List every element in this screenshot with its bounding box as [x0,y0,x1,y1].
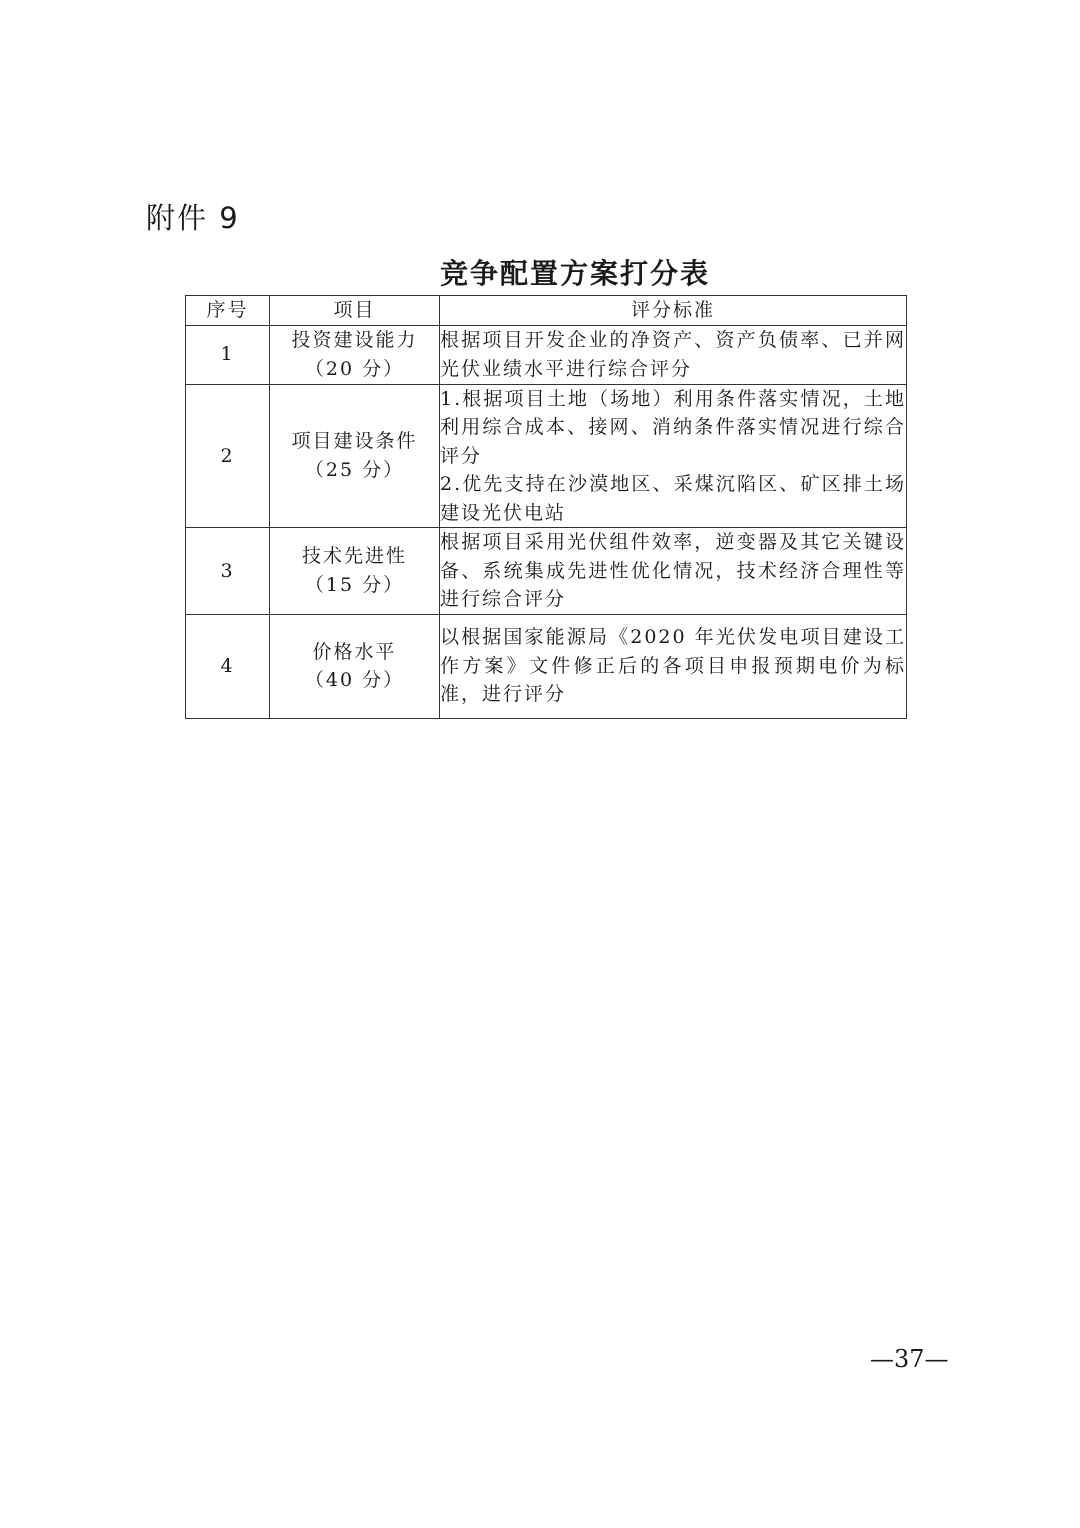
item-score: （15 分） [304,573,405,596]
row-item [270,528,440,615]
row-criteria [440,384,907,528]
row-criteria [440,614,907,718]
item-name: 技术先进性 [301,545,407,568]
row-number: 4 [186,614,270,718]
criteria-text: 2.优先支持在沙漠地区、采煤沉陷区、矿区排土场建设光伏电站 [440,473,906,524]
item-score: （25 分） [304,458,405,481]
criteria-text: 根据项目采用光伏组件效率，逆变器及其它关键设备、系统集成先进性优化情况，技术经济合理性等进行综合评分 [440,531,906,610]
row-item [270,614,440,718]
attachment-label: 附件 9 [146,201,240,235]
row-number: 2 [186,384,270,528]
row-number: 1 [186,325,270,384]
row-criteria [440,528,907,615]
criteria-text: 根据项目开发企业的净资产、资产负债率、已并网光伏业绩水平进行综合评分 [440,329,906,380]
item-score: （20 分） [304,357,405,380]
page-number: —37— [870,1345,949,1373]
table-row [186,325,907,384]
header-criteria: 评分标准 [440,296,907,326]
item-name: 项目建设条件 [291,430,418,453]
table-row [186,528,907,615]
header-serial-number: 序号 [186,296,270,326]
item-name: 投资建设能力 [291,329,418,351]
item-score: （40 分） [304,669,405,691]
table-row [186,384,907,528]
table-row [186,614,907,718]
row-number: 3 [186,528,270,615]
document-title: 竞争配置方案打分表 [439,257,710,290]
criteria-text: 以根据国家能源局《2020 年光伏发电项目建设工作方案》文件修正后的各项目申报预期电价为标准，进行评分 [440,626,906,706]
scoring-table [185,295,907,719]
header-item: 项目 [270,296,440,326]
criteria-text: 1.根据项目土地（场地）利用条件落实情况，土地利用综合成本、接网、消纳条件落实情况进行综合评分 [440,387,906,467]
row-criteria [440,325,907,384]
row-item [270,325,440,384]
row-item [270,384,440,528]
item-name: 价格水平 [312,640,397,663]
table-header-row [186,296,907,326]
